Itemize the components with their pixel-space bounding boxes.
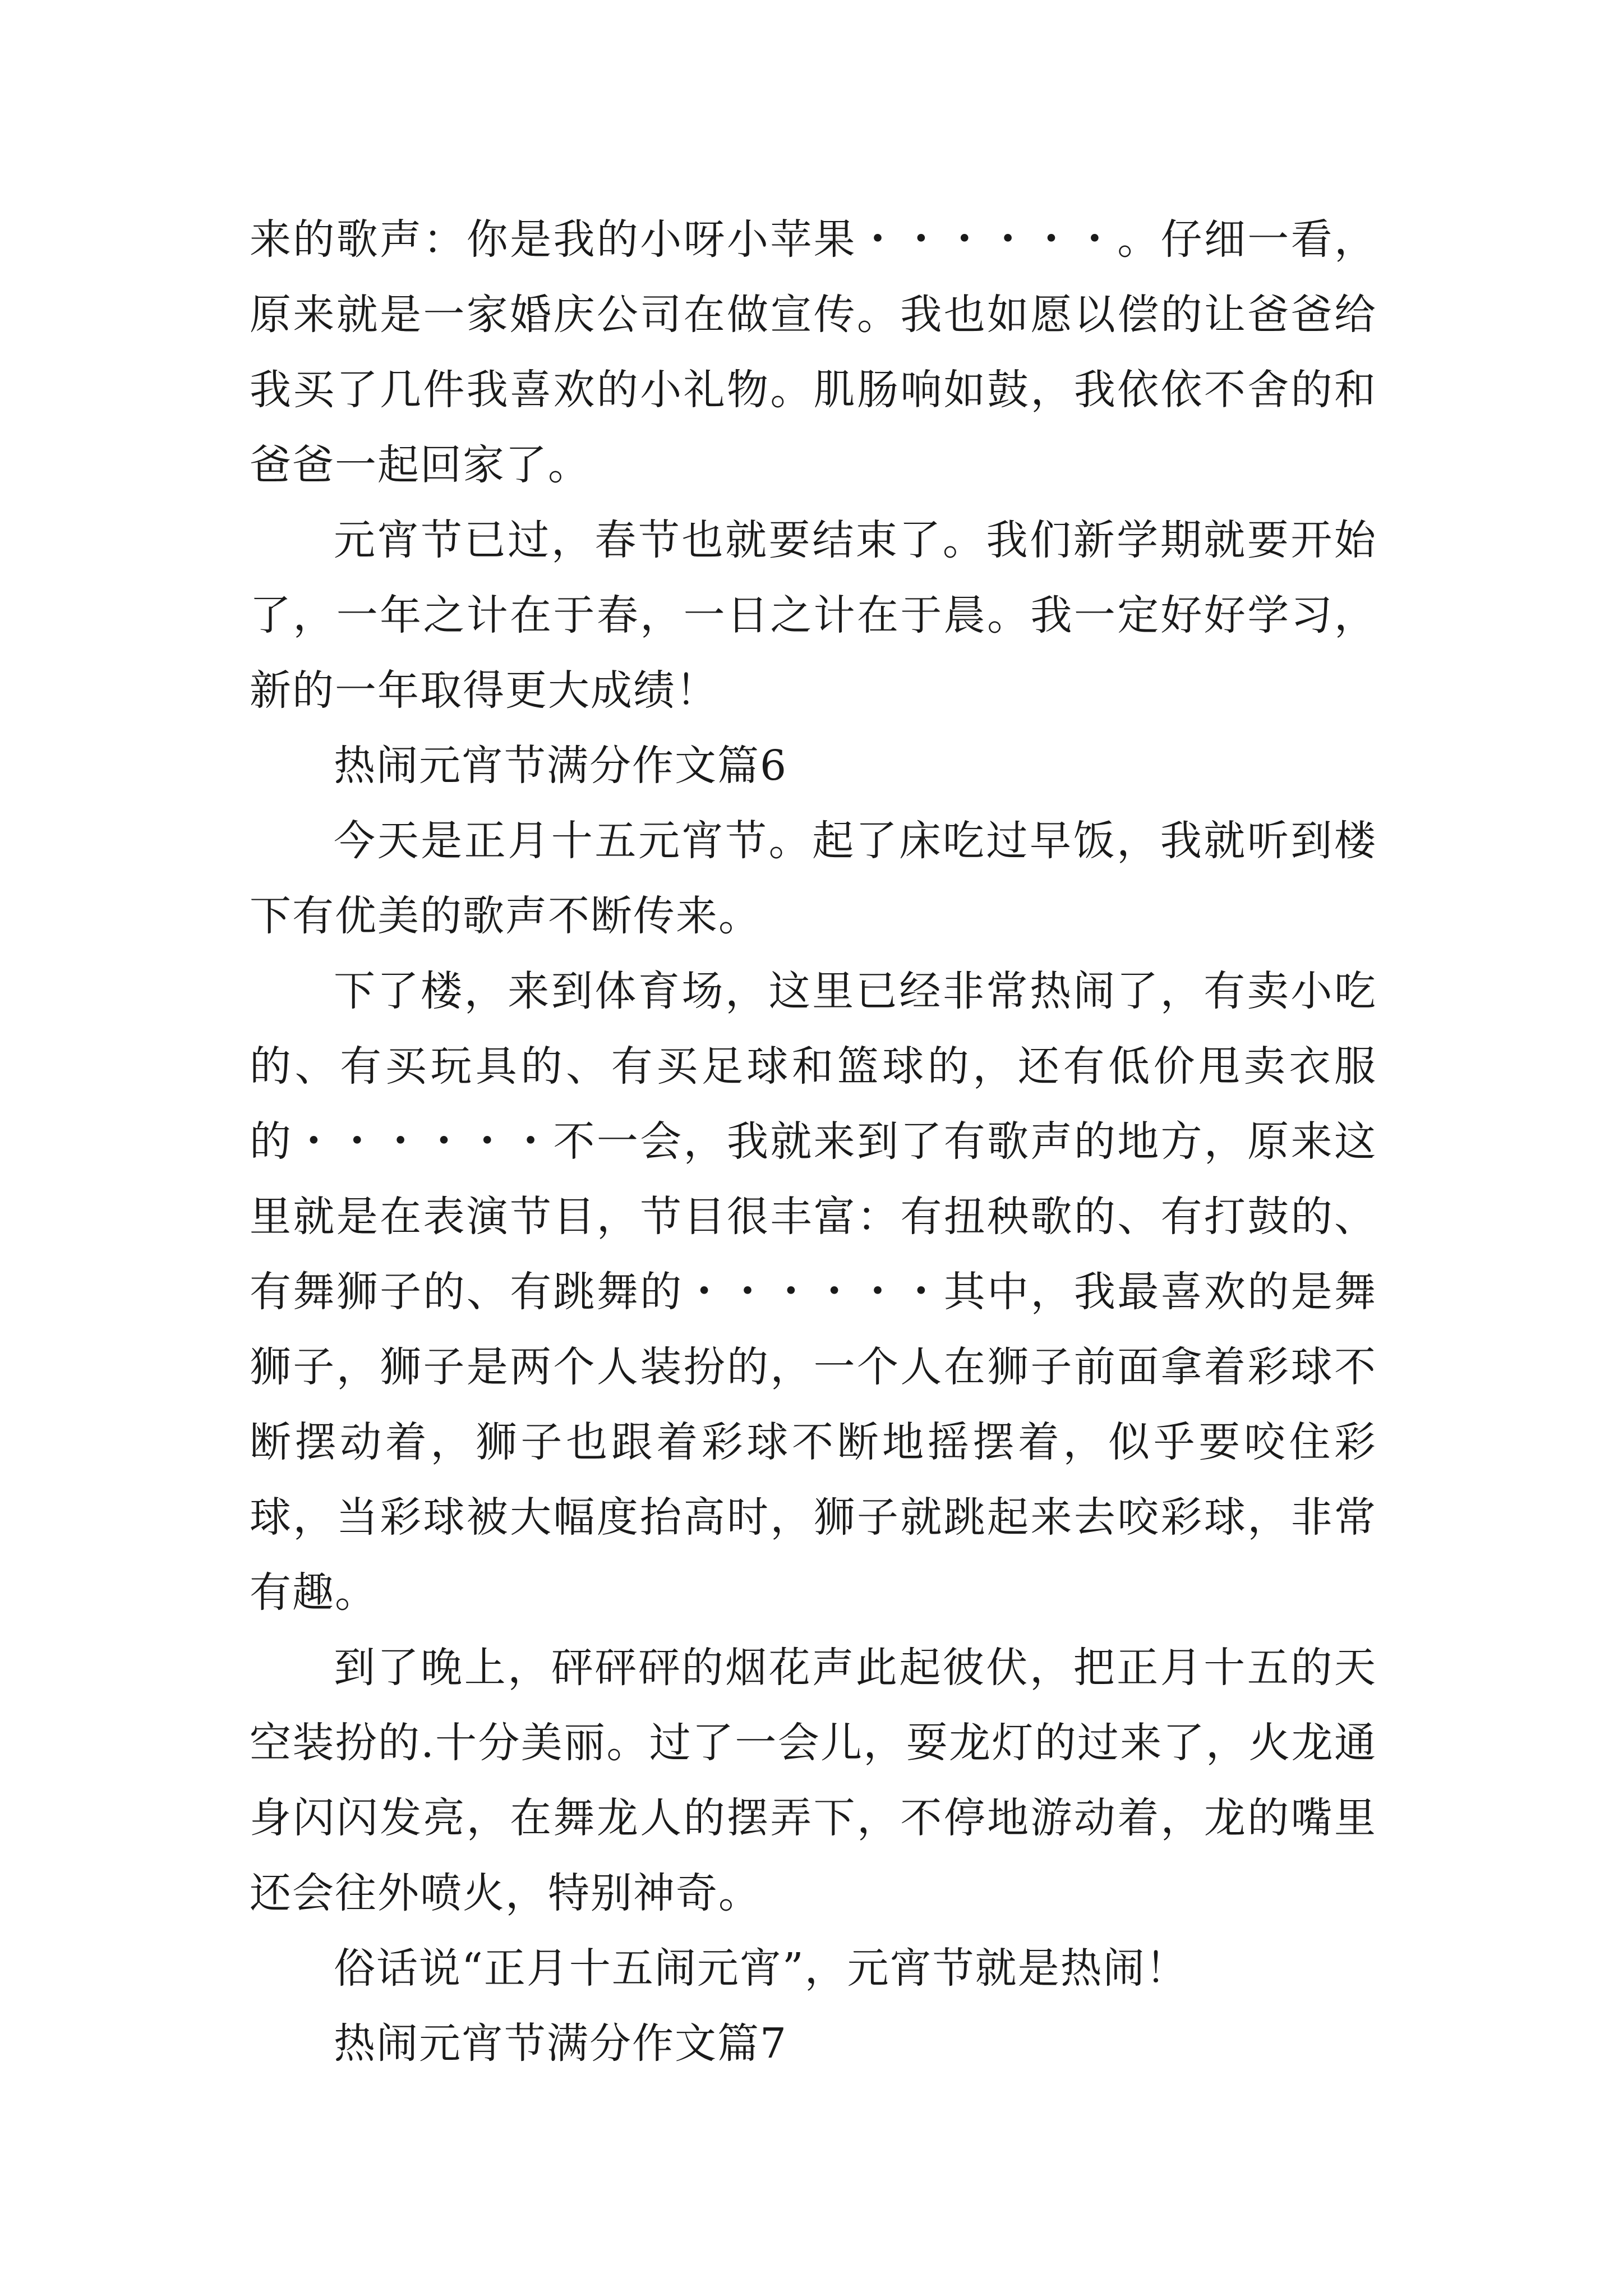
paragraph: 今天是正月十五元宵节。起了床吃过早饭，我就听到楼下有优美的歌声不断传来。 <box>250 817 1377 940</box>
paragraph-continuation: 来的歌声：你是我的小呀小苹果・・・・・・。仔细一看，原来就是一家婚庆公司在做宣传。我也如愿以偿的让爸爸给我买了几件我喜欢的小礼物。肌肠响如鼓，我依依不舍的和爸爸一起回家了。 <box>250 215 1377 489</box>
section-heading: 热闹元宵节满分作文篇7 <box>334 2019 788 2068</box>
document-body <box>250 202 1377 2081</box>
section-heading: 热闹元宵节满分作文篇6 <box>334 742 788 790</box>
paragraph: 下了楼，来到体育场，这里已经非常热闹了，有卖小吃的、有买玩具的、有买足球和篮球的，还有低价甩卖衣服的・・・・・・不一会，我就来到了有歌声的地方，原来这里就是在表演节目，节目很丰富：有扭秧歌的、有打鼓的、有舞狮子的、有跳舞的・・・・・・其中，我最喜欢的是舞狮子，狮子是两个人装扮的，一个人在狮子前面拿着彩球不断摆动着，狮子也跟着彩球不断地摇摆着，似乎要咬住彩球，当彩球被大幅度抬高时，狮子就跳起来去咬彩球，非常有趣。 <box>250 967 1377 1617</box>
paragraph: 俗话说“正月十五闹元宵”，元宵节就是热闹！ <box>334 1944 1188 1993</box>
paragraph: 到了晚上，砰砰砰的烟花声此起彼伏，把正月十五的天空装扮的.十分美丽。过了一会儿，耍龙灯的过来了，火龙通身闪闪发亮，在舞龙人的摆弄下，不停地游动着，龙的嘴里还会往外喷火，特别神奇。 <box>250 1644 1377 1917</box>
paragraph: 元宵节已过，春节也就要结束了。我们新学期就要开始了，一年之计在于春，一日之计在于晨。我一定好好学习，新的一年取得更大成绩！ <box>250 516 1377 715</box>
